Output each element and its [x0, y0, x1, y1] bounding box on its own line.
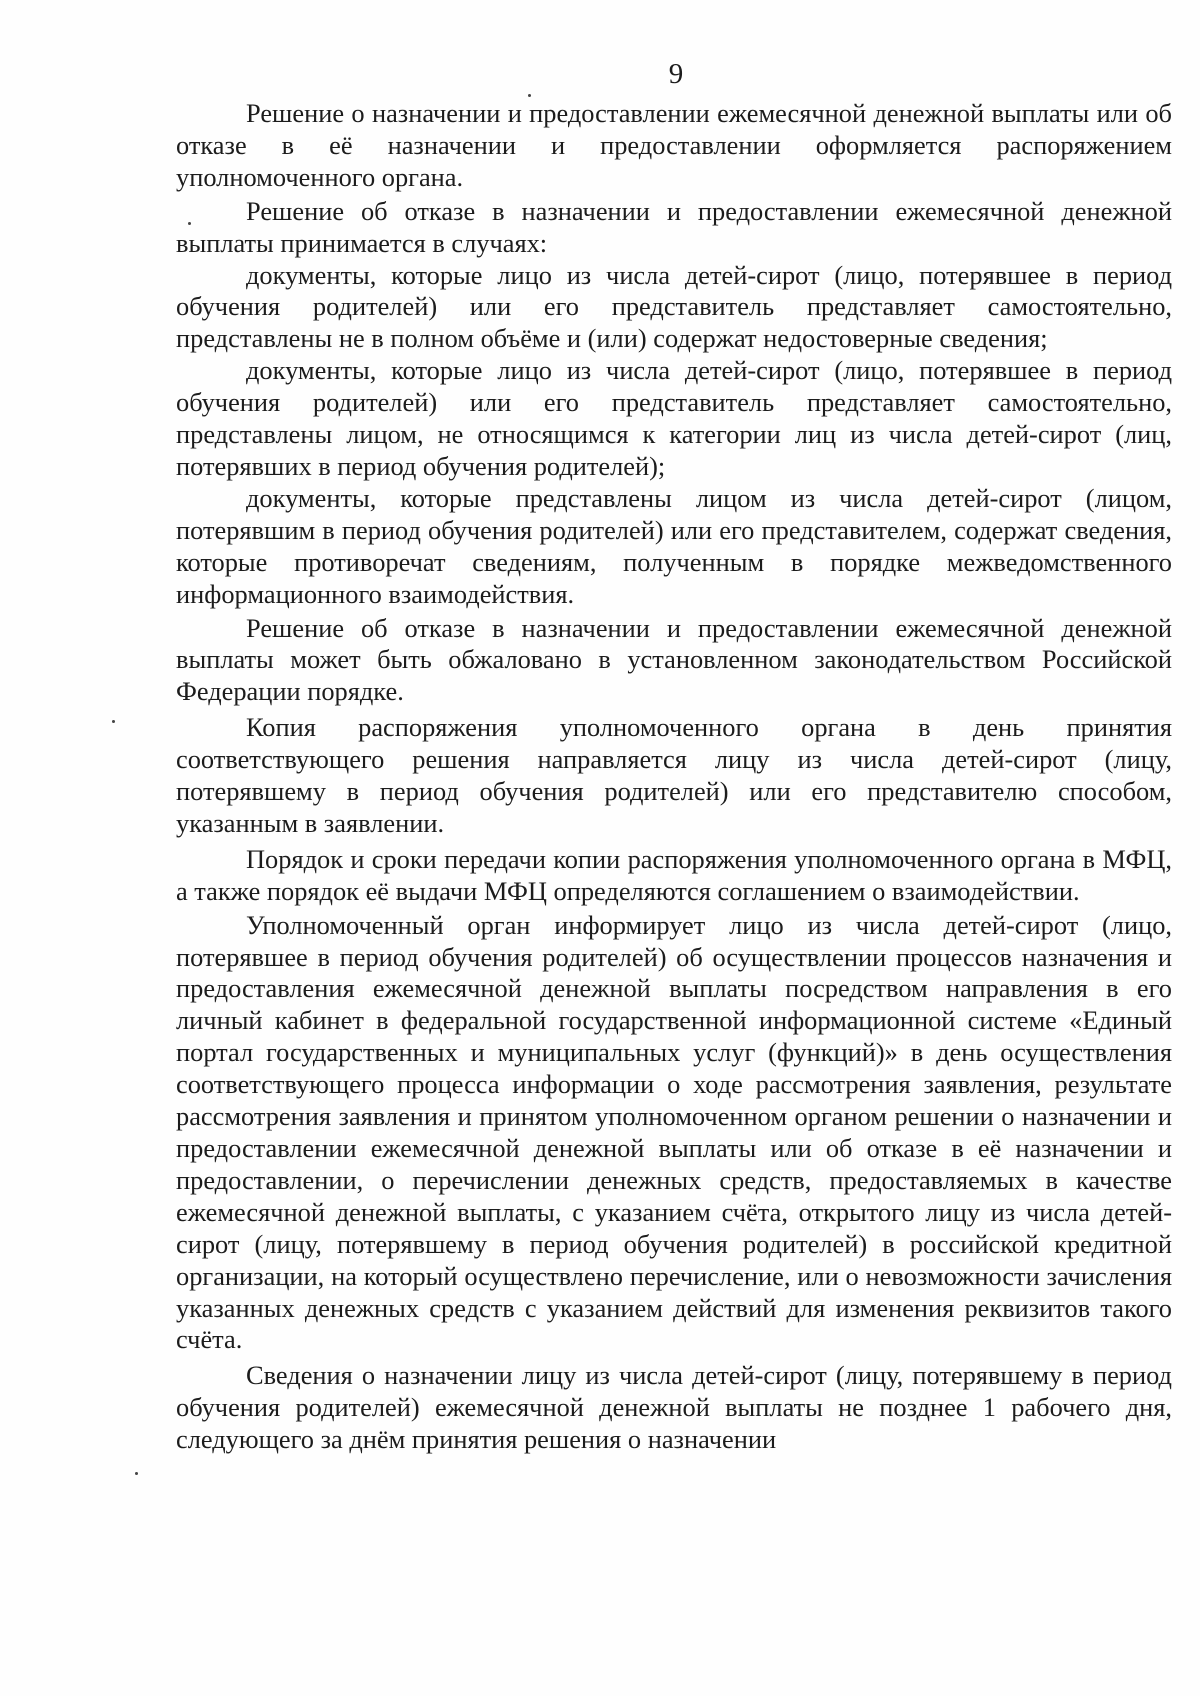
scan-speck: [528, 94, 531, 97]
paragraph-informing: Уполномоченный орган информирует лицо из числа детей-сирот (лицо, потерявшее в период обучения родителей) об осуществлении процессов назначения и предоставления ежемесячной денежной выплаты посредством направления в его личный кабинет в федеральной государственной информационной системе «Единый портал государственных и муниципальных услуг (функций)» в день осуществления соответствующего процесса информации о ходе рассмотрения заявления, результате рассмотрения заявления и принятом уполномоченном органом решении о назначении и предоставлении ежемесячной денежной выплаты или об отказе в её назначении и предоставлении, о перечислении денежных средств, предоставляемых в качестве ежемесячной денежной выплаты, с указанием счёта, открытого лицу из числа детей-сирот (лицу, потерявшему в период обучения родителей) в российской кредитной организации, на который осуществлено перечисление, или о невозможности зачисления указанных денежных средств с указанием действий для изменения реквизитов такого счёта.: [176, 909, 1172, 1355]
paragraph-appeal: Решение об отказе в назначении и предоставлении ежемесячной денежной выплаты может быть обжаловано в установленном законодательством Российской Федерации порядке.: [176, 612, 1172, 707]
paragraph-case-wrong-category: документы, которые лицо из числа детей-сирот (лицо, потерявшее в период обучения родителей) или его представитель представляет самостоятельно, представлены лицом, не относящимся к категории лиц из числа детей-сирот (лиц, потерявших в период обучения родителей);: [176, 355, 1172, 481]
paragraph-decision-form: Решение о назначении и предоставлении ежемесячной денежной выплаты или об отказе в её назначении и предоставлении оформляется распоряжением уполномоченного органа.: [176, 98, 1172, 192]
page-number: 9: [668, 58, 684, 90]
paragraph-case-contradicting-data: документы, которые представлены лицом из числа детей-сирот (лицом, потерявшим в период обучения родителей) или его представителем, содержат сведения, которые противоречат сведениям, полученным в порядке межведомственного информационного взаимодействия.: [176, 482, 1172, 609]
scan-speck: [135, 1472, 138, 1475]
paragraph-copy-of-order: Копия распоряжения уполномоченного органа в день принятия соответствующего решения направляется лицу из числа детей-сирот (лицу, потерявшему в период обучения родителей) или его представителю способом, указанным в заявлении.: [176, 712, 1172, 838]
scan-speck: [112, 720, 115, 723]
paragraph-information-transfer: Сведения о назначении лицу из числа детей-сирот (лицу, потерявшему в период обучения родителей) ежемесячной денежной выплаты не позднее 1 рабочего дня, следующего за днём принятия решения о назначении: [176, 1360, 1172, 1455]
document-body: [176, 98, 1172, 1456]
paragraph-refusal-cases: Решение об отказе в назначении и предоставлении ежемесячной денежной выплаты принимается в случаях:: [176, 195, 1172, 258]
paragraph-case-incomplete-documents: документы, которые лицо из числа детей-сирот (лицо, потерявшее в период обучения родителей) или его представитель представляет самостоятельно, представлены не в полном объёме и (или) содержат недостоверные сведения;: [176, 259, 1172, 354]
paragraph-mfc-procedure: Порядок и сроки передачи копии распоряжения уполномоченного органа в МФЦ, а также порядок её выдачи МФЦ определяются соглашением о взаимодействии.: [176, 843, 1172, 906]
